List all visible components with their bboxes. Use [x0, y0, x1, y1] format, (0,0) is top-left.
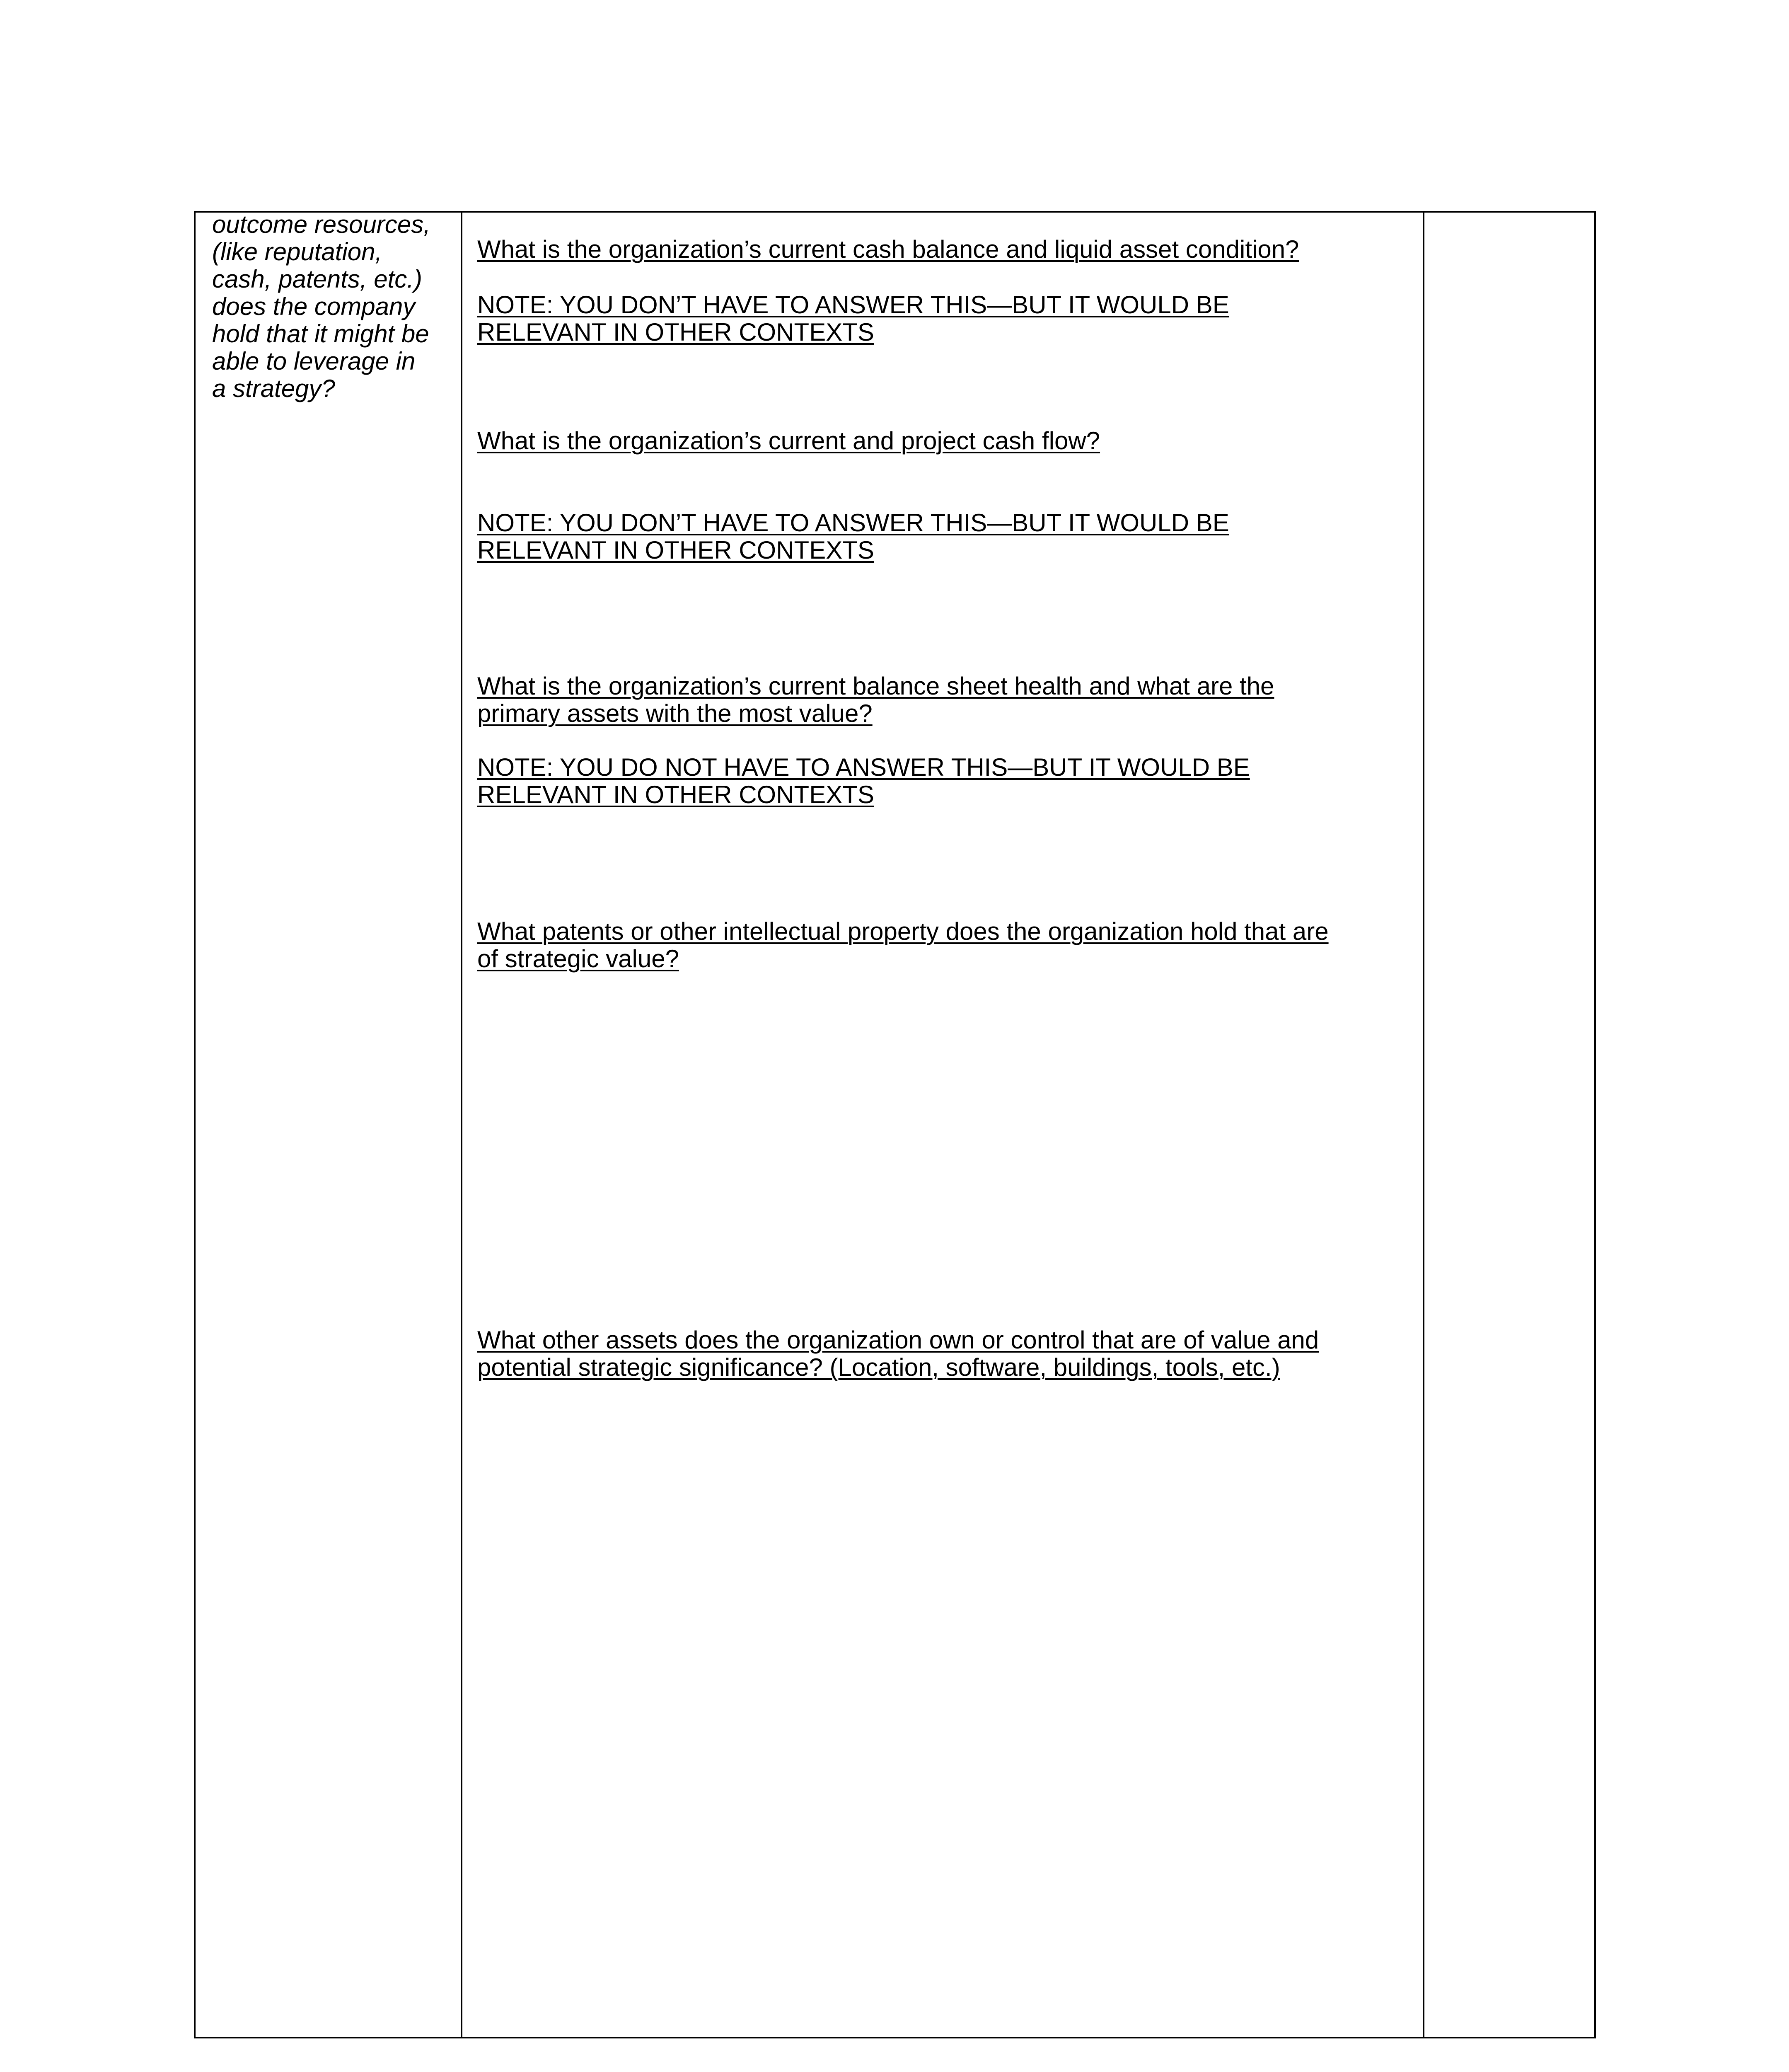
- note-line: RELEVANT IN OTHER CONTEXTS: [477, 536, 874, 564]
- note-line: RELEVANT IN OTHER CONTEXTS: [477, 318, 874, 346]
- prompt-line: able to leverage in: [212, 347, 416, 375]
- question-line: What patents or other intellectual property does the organization hold that are: [477, 917, 1329, 945]
- question-line: What is the organization’s current balance sheet health and what are the: [477, 672, 1274, 700]
- note-balance-sheet: [477, 754, 1414, 808]
- resource-prompt: [212, 211, 452, 402]
- note-cash-balance: [477, 291, 1414, 346]
- question-balance-sheet: [477, 673, 1414, 727]
- question-line: What is the organization’s current cash balance and liquid asset condition?: [477, 235, 1299, 263]
- prompt-column: [196, 213, 462, 2037]
- question-line: What is the organization’s current and project cash flow?: [477, 427, 1100, 455]
- worksheet-table: [194, 211, 1596, 2038]
- question-patents: [477, 918, 1414, 973]
- note-line: NOTE: YOU DON’T HAVE TO ANSWER THIS—BUT IT WOULD BE: [477, 291, 1229, 319]
- question-line: of strategic value?: [477, 945, 679, 973]
- prompt-line: does the company: [212, 293, 416, 320]
- prompt-line: (like reputation,: [212, 238, 382, 266]
- prompt-line: outcome resources,: [212, 211, 430, 238]
- note-cash-flow: [477, 509, 1414, 564]
- prompt-line: cash, patents, etc.): [212, 265, 422, 293]
- question-line: potential strategic significance? (Location, software, buildings, tools, etc.): [477, 1353, 1280, 1381]
- answer-column: [1424, 213, 1594, 2037]
- prompt-line: hold that it might be: [212, 320, 429, 348]
- question-cash-balance: [477, 236, 1414, 263]
- prompt-line: a strategy?: [212, 375, 335, 402]
- note-line: NOTE: YOU DO NOT HAVE TO ANSWER THIS—BUT IT WOULD BE: [477, 753, 1250, 781]
- question-other-assets: [477, 1326, 1414, 1381]
- note-line: NOTE: YOU DON’T HAVE TO ANSWER THIS—BUT IT WOULD BE: [477, 509, 1229, 537]
- questions-column: [462, 213, 1424, 2037]
- question-cash-flow: [477, 427, 1414, 455]
- note-line: RELEVANT IN OTHER CONTEXTS: [477, 781, 874, 808]
- question-line: primary assets with the most value?: [477, 700, 873, 727]
- question-line: What other assets does the organization own or control that are of value and: [477, 1326, 1319, 1354]
